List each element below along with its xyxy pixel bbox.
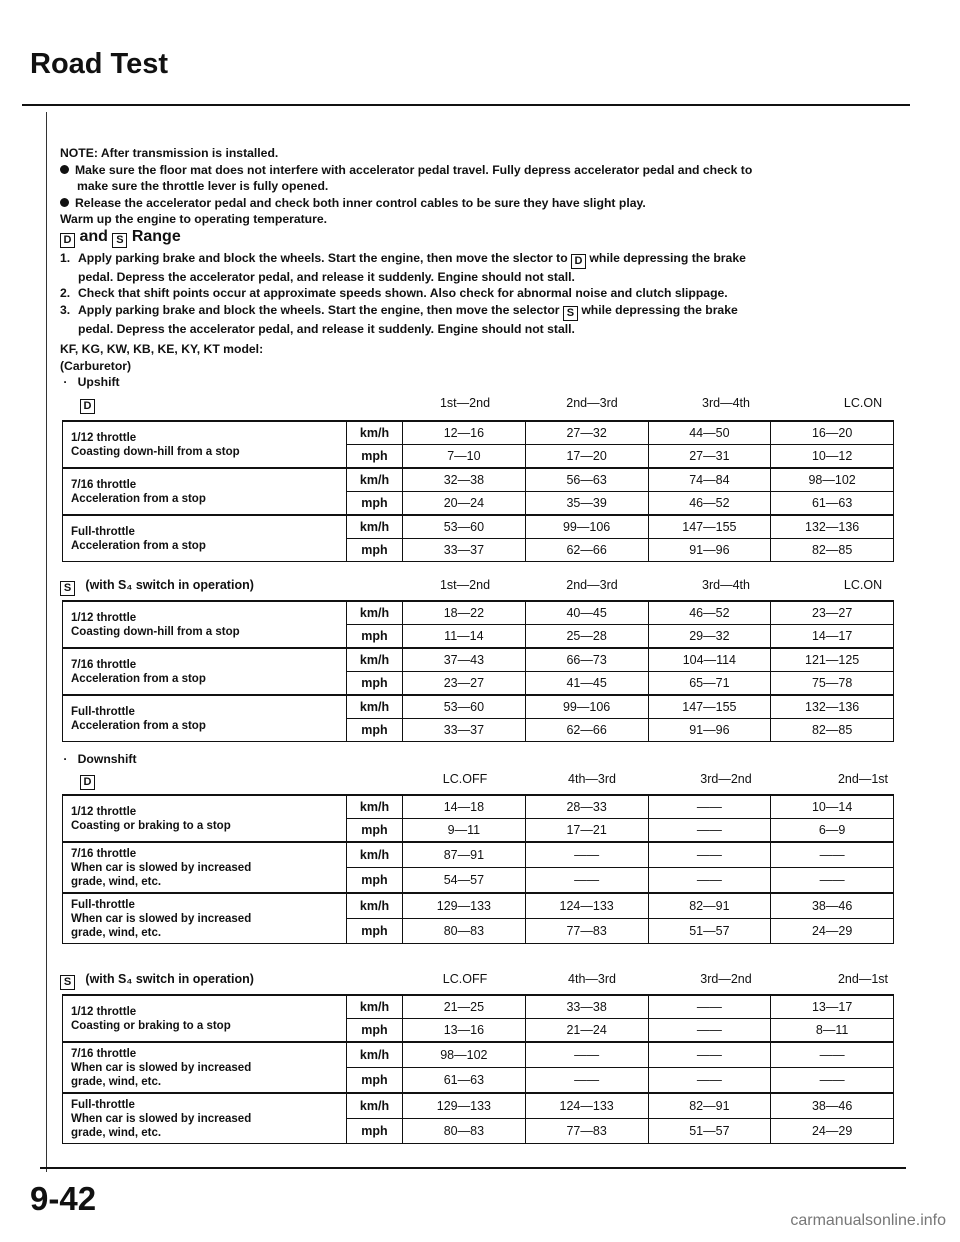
- note-line: NOTE: After transmission is installed.: [60, 146, 279, 160]
- column-header: LC.ON: [843, 396, 883, 410]
- column-header: 3rd—2nd: [700, 772, 752, 786]
- speed-cell: 46—52: [648, 601, 771, 625]
- speed-cell: 46—52: [648, 492, 771, 516]
- speed-cell: 80—83: [403, 919, 526, 944]
- speed-cell: 74—84: [648, 468, 771, 492]
- row-desc-2: When car is slowed by increased: [71, 1061, 252, 1074]
- speed-cell: 38—46: [771, 893, 894, 919]
- downshift-d-header: [60, 772, 900, 790]
- speed-cell: ——: [771, 842, 894, 868]
- row-desc-1: Full-throttle: [71, 1098, 135, 1111]
- row-desc-2: Acceleration from a stop: [71, 539, 206, 552]
- row-desc-1: Full-throttle: [71, 705, 135, 718]
- speed-cell: 62—66: [525, 719, 648, 742]
- speed-cell: 99—106: [525, 695, 648, 719]
- speed-cell: 27—31: [648, 445, 771, 469]
- downshift-d-table: [62, 794, 894, 944]
- unit-cell: km/h: [347, 995, 403, 1019]
- speed-cell: 132—136: [771, 515, 894, 539]
- row-desc-3: grade, wind, etc.: [71, 926, 162, 939]
- table-row: [63, 842, 894, 868]
- column-header: 1st—2nd: [439, 578, 491, 592]
- note-bullet: Release the accelerator pedal and check both inner control cables to be sure they have slight play.: [60, 195, 900, 212]
- speed-cell: 37—43: [403, 648, 526, 672]
- step-3-cont: pedal. Depress the accelerator pedal, and release it suddenly. Engine should not stall.: [78, 321, 575, 336]
- speed-cell: 13—17: [771, 995, 894, 1019]
- speed-cell: 51—57: [648, 919, 771, 944]
- row-desc-2: Coasting or braking to a stop: [71, 819, 231, 832]
- speed-cell: 53—60: [403, 515, 526, 539]
- unit-cell: km/h: [347, 893, 403, 919]
- d-range-icon: D: [571, 254, 586, 269]
- unit-cell: mph: [347, 919, 403, 944]
- d-range-icon: D: [60, 233, 75, 248]
- left-frame-line: [46, 112, 47, 1172]
- table-row: [63, 468, 894, 492]
- column-header: 2nd—3rd: [566, 396, 618, 410]
- column-header: 1st—2nd: [439, 396, 491, 410]
- speed-cell: 21—24: [525, 1019, 648, 1043]
- row-desc-1: 1/12 throttle: [71, 1005, 137, 1018]
- speed-cell: 13—16: [403, 1019, 526, 1043]
- speed-cell: 33—38: [525, 995, 648, 1019]
- bullet-icon: [60, 165, 69, 174]
- s-range-icon: S: [112, 233, 127, 248]
- s4-switch-label: (with S₄ switch in operation): [85, 972, 254, 986]
- unit-cell: km/h: [347, 842, 403, 868]
- row-description: [63, 468, 347, 515]
- model-line: KF, KG, KW, KB, KE, KY, KT model:: [60, 342, 264, 356]
- speed-cell: 35—39: [525, 492, 648, 516]
- table-row: [63, 995, 894, 1019]
- speed-cell: 147—155: [648, 515, 771, 539]
- column-header: 2nd—1st: [837, 772, 889, 786]
- row-description: [63, 795, 347, 842]
- speed-cell: ——: [771, 868, 894, 894]
- row-description: [63, 1042, 347, 1093]
- note-continuation: make sure the throttle lever is fully opened.: [77, 179, 329, 193]
- row-description: [63, 893, 347, 944]
- row-desc-3: grade, wind, etc.: [71, 1126, 162, 1139]
- speed-cell: 23—27: [403, 672, 526, 696]
- speed-cell: 6—9: [771, 819, 894, 843]
- speed-cell: 91—96: [648, 719, 771, 742]
- speed-cell: 82—85: [771, 539, 894, 562]
- speed-cell: 38—46: [771, 1093, 894, 1119]
- step-1: 1. Apply parking brake and block the wheels. Start the engine, then move the slector to D while depressing the brake: [60, 250, 746, 267]
- speed-cell: 56—63: [525, 468, 648, 492]
- row-description: [63, 601, 347, 648]
- column-header: 4th—3rd: [568, 972, 616, 986]
- speed-cell: 12—16: [403, 421, 526, 445]
- table-row: [63, 421, 894, 445]
- speed-cell: 23—27: [771, 601, 894, 625]
- speed-cell: ——: [771, 1042, 894, 1068]
- unit-cell: mph: [347, 1119, 403, 1144]
- row-description: [63, 995, 347, 1042]
- row-description: [63, 695, 347, 742]
- speed-cell: ——: [648, 1068, 771, 1094]
- speed-cell: 99—106: [525, 515, 648, 539]
- speed-cell: 62—66: [525, 539, 648, 562]
- speed-cell: 80—83: [403, 1119, 526, 1144]
- row-desc-1: 1/12 throttle: [71, 805, 137, 818]
- row-desc-1: 7/16 throttle: [71, 478, 137, 491]
- bullet-icon: [60, 198, 69, 207]
- downshift-s-header: [60, 972, 900, 990]
- table-row: [63, 1042, 894, 1068]
- speed-cell: ——: [648, 819, 771, 843]
- row-description: [63, 842, 347, 893]
- s4-switch-label: (with S₄ switch in operation): [85, 578, 254, 592]
- speed-cell: 8—11: [771, 1019, 894, 1043]
- downshift-s-table: [62, 994, 894, 1144]
- table-row: [63, 795, 894, 819]
- speed-cell: 27—32: [525, 421, 648, 445]
- row-desc-1: 1/12 throttle: [71, 611, 137, 624]
- speed-cell: 7—10: [403, 445, 526, 469]
- speed-cell: ——: [525, 1042, 648, 1068]
- speed-cell: ——: [648, 1019, 771, 1043]
- speed-cell: 124—133: [525, 1093, 648, 1119]
- table-row: [63, 893, 894, 919]
- unit-cell: km/h: [347, 795, 403, 819]
- top-rule: [22, 104, 910, 106]
- unit-cell: mph: [347, 625, 403, 649]
- speed-cell: 61—63: [771, 492, 894, 516]
- speed-cell: 75—78: [771, 672, 894, 696]
- speed-cell: 17—21: [525, 819, 648, 843]
- speed-cell: 14—18: [403, 795, 526, 819]
- row-desc-1: 7/16 throttle: [71, 658, 137, 671]
- speed-cell: 98—102: [403, 1042, 526, 1068]
- speed-cell: 21—25: [403, 995, 526, 1019]
- speed-cell: ——: [771, 1068, 894, 1094]
- row-desc-1: 1/12 throttle: [71, 431, 137, 444]
- speed-cell: ——: [648, 842, 771, 868]
- row-desc-1: 7/16 throttle: [71, 1047, 137, 1060]
- speed-cell: 9—11: [403, 819, 526, 843]
- speed-cell: 91—96: [648, 539, 771, 562]
- speed-cell: 61—63: [403, 1068, 526, 1094]
- speed-cell: 82—85: [771, 719, 894, 742]
- speed-cell: 53—60: [403, 695, 526, 719]
- bottom-rule: [40, 1167, 906, 1169]
- column-header: 3rd—4th: [702, 396, 750, 410]
- s-range-icon: S: [60, 975, 75, 990]
- speed-cell: 132—136: [771, 695, 894, 719]
- unit-cell: mph: [347, 819, 403, 843]
- downshift-label: · Downshift: [60, 752, 137, 766]
- table-row: [63, 601, 894, 625]
- row-desc-2: Coasting down-hill from a stop: [71, 445, 240, 458]
- unit-cell: mph: [347, 868, 403, 894]
- model-sub: (Carburetor): [60, 358, 132, 373]
- column-header: 2nd—3rd: [566, 578, 618, 592]
- row-desc-2: Coasting or braking to a stop: [71, 1019, 231, 1032]
- speed-cell: ——: [648, 1042, 771, 1068]
- column-header: 3rd—4th: [702, 578, 750, 592]
- table-row: [63, 1093, 894, 1119]
- upshift-label: · Upshift: [60, 375, 120, 389]
- unit-cell: km/h: [347, 515, 403, 539]
- speed-cell: 44—50: [648, 421, 771, 445]
- unit-cell: km/h: [347, 695, 403, 719]
- speed-cell: ——: [648, 795, 771, 819]
- column-header: LC.ON: [843, 578, 883, 592]
- warmup-line: Warm up the engine to operating temperature.: [60, 212, 328, 226]
- speed-cell: ——: [648, 995, 771, 1019]
- watermark: carmanualsonline.info: [790, 1212, 946, 1229]
- speed-cell: 98—102: [771, 468, 894, 492]
- row-desc-3: grade, wind, etc.: [71, 1075, 162, 1088]
- upshift-d-table: [62, 420, 894, 562]
- unit-cell: mph: [347, 445, 403, 469]
- speed-cell: 20—24: [403, 492, 526, 516]
- column-header: 3rd—2nd: [700, 972, 752, 986]
- d-range-icon: D: [80, 396, 95, 414]
- page-title: Road Test: [30, 48, 169, 80]
- speed-cell: 147—155: [648, 695, 771, 719]
- speed-cell: 82—91: [648, 1093, 771, 1119]
- speed-cell: 121—125: [771, 648, 894, 672]
- speed-cell: 54—57: [403, 868, 526, 894]
- speed-cell: 41—45: [525, 672, 648, 696]
- table-row: [63, 515, 894, 539]
- speed-cell: 25—28: [525, 625, 648, 649]
- speed-cell: 104—114: [648, 648, 771, 672]
- unit-cell: mph: [347, 1019, 403, 1043]
- row-desc-2: When car is slowed by increased: [71, 912, 252, 925]
- speed-cell: 77—83: [525, 1119, 648, 1144]
- row-desc-2: Acceleration from a stop: [71, 492, 206, 505]
- range-heading: D and S Range: [60, 229, 900, 248]
- unit-cell: km/h: [347, 468, 403, 492]
- speed-cell: 66—73: [525, 648, 648, 672]
- upshift-s-header: [60, 578, 900, 596]
- step-1-cont: pedal. Depress the accelerator pedal, and release it suddenly. Engine should not stall.: [78, 269, 575, 284]
- instructions: [60, 145, 900, 391]
- step-2: 2. Check that shift points occur at approximate speeds shown. Also check for abnormal noise and clutch slippage.: [60, 286, 728, 300]
- table-row: [63, 695, 894, 719]
- row-desc-2: When car is slowed by increased: [71, 861, 252, 874]
- speed-cell: 10—14: [771, 795, 894, 819]
- column-header: 4th—3rd: [568, 772, 616, 786]
- unit-cell: km/h: [347, 601, 403, 625]
- unit-cell: mph: [347, 1068, 403, 1094]
- row-description: [63, 648, 347, 695]
- speed-cell: 40—45: [525, 601, 648, 625]
- unit-cell: mph: [347, 539, 403, 562]
- speed-cell: 65—71: [648, 672, 771, 696]
- row-description: [63, 421, 347, 468]
- row-description: [63, 1093, 347, 1144]
- row-desc-1: Full-throttle: [71, 898, 135, 911]
- s-range-icon: S: [60, 581, 75, 596]
- speed-cell: 82—91: [648, 893, 771, 919]
- unit-cell: km/h: [347, 648, 403, 672]
- speed-cell: 87—91: [403, 842, 526, 868]
- speed-cell: 129—133: [403, 893, 526, 919]
- speed-cell: 124—133: [525, 893, 648, 919]
- row-desc-3: grade, wind, etc.: [71, 875, 162, 888]
- speed-cell: ——: [525, 842, 648, 868]
- column-header: LC.OFF: [442, 772, 488, 786]
- row-desc-1: 7/16 throttle: [71, 847, 137, 860]
- column-header: LC.OFF: [442, 972, 488, 986]
- unit-cell: km/h: [347, 1093, 403, 1119]
- row-desc-2: Acceleration from a stop: [71, 672, 206, 685]
- unit-cell: mph: [347, 672, 403, 696]
- table-row: [63, 648, 894, 672]
- speed-cell: 29—32: [648, 625, 771, 649]
- speed-cell: 129—133: [403, 1093, 526, 1119]
- d-range-icon: D: [80, 772, 95, 790]
- speed-cell: 24—29: [771, 1119, 894, 1144]
- row-description: [63, 515, 347, 562]
- speed-cell: ——: [648, 868, 771, 894]
- speed-cell: 33—37: [403, 539, 526, 562]
- speed-cell: 17—20: [525, 445, 648, 469]
- unit-cell: km/h: [347, 421, 403, 445]
- row-desc-2: Coasting down-hill from a stop: [71, 625, 240, 638]
- speed-cell: 28—33: [525, 795, 648, 819]
- speed-cell: 14—17: [771, 625, 894, 649]
- upshift-s-table: [62, 600, 894, 742]
- speed-cell: 16—20: [771, 421, 894, 445]
- speed-cell: 11—14: [403, 625, 526, 649]
- row-desc-1: Full-throttle: [71, 525, 135, 538]
- speed-cell: 32—38: [403, 468, 526, 492]
- step-3: 3. Apply parking brake and block the wheels. Start the engine, then move the selector S while depressing the brake: [60, 302, 738, 319]
- speed-cell: ——: [525, 1068, 648, 1094]
- speed-cell: 24—29: [771, 919, 894, 944]
- column-header: 2nd—1st: [837, 972, 889, 986]
- s-range-icon: S: [563, 306, 578, 321]
- unit-cell: mph: [347, 719, 403, 742]
- speed-cell: 18—22: [403, 601, 526, 625]
- speed-cell: 10—12: [771, 445, 894, 469]
- row-desc-2: When car is slowed by increased: [71, 1112, 252, 1125]
- note-bullet: Make sure the floor mat does not interfere with accelerator pedal travel. Fully depress accelerator pedal and check to: [60, 162, 900, 179]
- speed-cell: 33—37: [403, 719, 526, 742]
- page-number: 9-42: [30, 1180, 97, 1217]
- row-desc-2: Acceleration from a stop: [71, 719, 206, 732]
- speed-cell: ——: [525, 868, 648, 894]
- unit-cell: km/h: [347, 1042, 403, 1068]
- speed-cell: 51—57: [648, 1119, 771, 1144]
- speed-cell: 77—83: [525, 919, 648, 944]
- unit-cell: mph: [347, 492, 403, 516]
- upshift-d-header: [60, 396, 900, 414]
